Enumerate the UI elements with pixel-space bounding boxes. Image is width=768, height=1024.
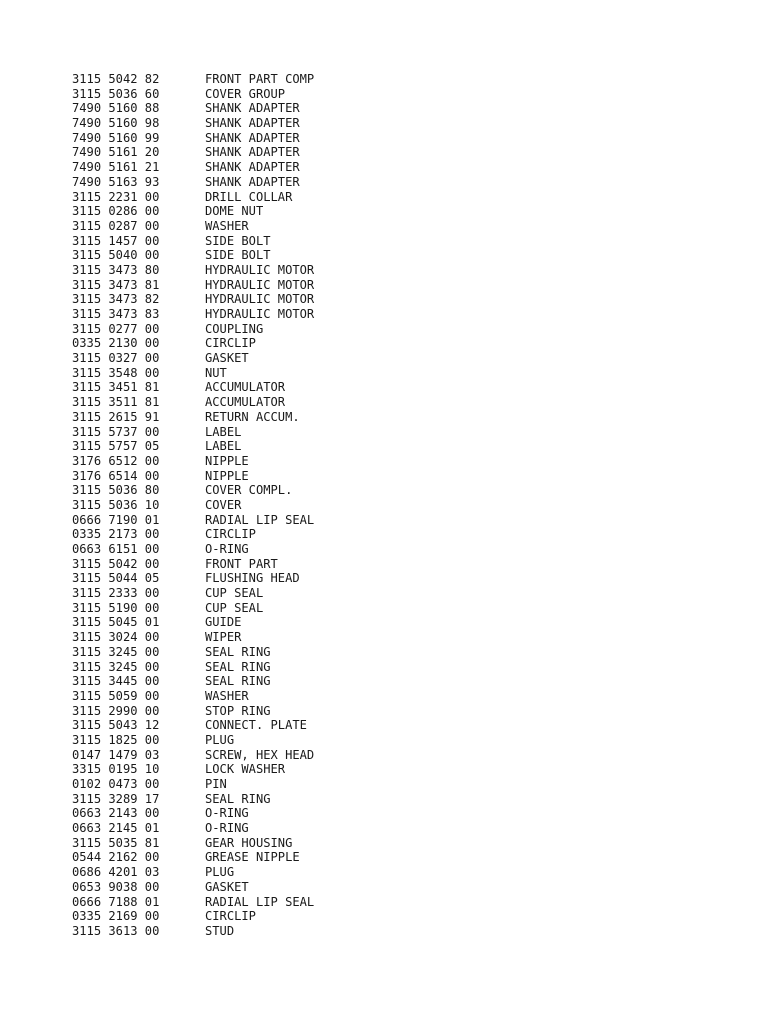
part-number: 3115 5043 12 — [72, 718, 160, 733]
part-number: 0335 2173 00 — [72, 527, 160, 542]
part-description: RETURN ACCUM. — [205, 409, 300, 424]
part-description: SIDE BOLT — [205, 248, 271, 263]
part-description: SCREW, HEX HEAD — [205, 747, 315, 762]
list-item — [72, 660, 314, 675]
part-number: 7490 5160 88 — [72, 101, 160, 116]
part-number: 3115 5042 82 — [72, 72, 160, 86]
part-description: GREASE NIPPLE — [205, 850, 300, 865]
part-description: GASKET — [205, 351, 249, 366]
part-number: 3115 3473 80 — [72, 262, 160, 277]
list-item — [72, 924, 314, 939]
part-number: 0335 2130 00 — [72, 336, 160, 351]
part-description: CIRCLIP — [205, 527, 256, 542]
part-description: LABEL — [205, 424, 242, 439]
list-item — [72, 836, 314, 851]
part-description: SEAL RING — [205, 644, 271, 659]
list-item — [72, 571, 314, 586]
part-number: 0686 4201 03 — [72, 865, 160, 880]
part-description: NIPPLE — [205, 453, 249, 468]
part-description: COVER COMPL. — [205, 483, 293, 498]
list-item — [72, 248, 314, 263]
list-item — [72, 674, 314, 689]
list-item — [72, 601, 314, 616]
list-item — [72, 733, 314, 748]
part-description: GUIDE — [205, 615, 242, 630]
part-number: 0666 7190 01 — [72, 512, 160, 527]
part-number: 3115 3548 00 — [72, 365, 160, 380]
list-item — [72, 190, 314, 205]
part-description: LOCK WASHER — [205, 762, 286, 777]
part-number: 3115 5045 01 — [72, 615, 160, 630]
part-description: CIRCLIP — [205, 336, 256, 351]
part-number: 3115 5757 05 — [72, 439, 160, 454]
part-description: HYDRAULIC MOTOR — [205, 262, 315, 277]
list-item — [72, 704, 314, 719]
part-number: 3115 1825 00 — [72, 732, 160, 747]
part-description: HYDRAULIC MOTOR — [205, 277, 315, 292]
part-number: 3115 2990 00 — [72, 703, 160, 718]
part-number: 7490 5160 99 — [72, 130, 160, 145]
part-number: 3115 5036 60 — [72, 86, 160, 101]
part-description: ACCUMULATOR — [205, 380, 286, 395]
list-item — [72, 292, 314, 307]
list-item — [72, 806, 314, 821]
list-item — [72, 160, 314, 175]
part-description: NUT — [205, 365, 227, 380]
part-description: SHANK ADAPTER — [205, 101, 300, 116]
part-number: 3115 1457 00 — [72, 233, 160, 248]
list-item — [72, 645, 314, 660]
part-number: 3115 3511 81 — [72, 395, 160, 410]
part-number: 3115 3473 81 — [72, 277, 160, 292]
part-description: DRILL COLLAR — [205, 189, 293, 204]
list-item — [72, 72, 314, 87]
part-description: WIPER — [205, 630, 242, 645]
list-item — [72, 880, 314, 895]
parts-list — [72, 72, 314, 939]
part-description: DOME NUT — [205, 204, 264, 219]
part-description: ACCUMULATOR — [205, 395, 286, 410]
part-description: HYDRAULIC MOTOR — [205, 307, 315, 321]
list-item — [72, 101, 314, 116]
part-description: SEAL RING — [205, 791, 271, 806]
part-number: 3115 3024 00 — [72, 630, 160, 645]
part-number: 7490 5160 98 — [72, 116, 160, 131]
part-number: 0663 2143 00 — [72, 806, 160, 821]
part-description: SHANK ADAPTER — [205, 130, 300, 145]
part-number: 3115 2615 91 — [72, 409, 160, 424]
list-item — [72, 527, 314, 542]
part-description: SHANK ADAPTER — [205, 174, 300, 189]
list-item — [72, 219, 314, 234]
part-number: 0147 1479 03 — [72, 747, 160, 762]
part-description: GASKET — [205, 879, 249, 894]
list-item — [72, 821, 314, 836]
part-number: 0335 2169 00 — [72, 909, 160, 924]
list-item — [72, 175, 314, 190]
list-item — [72, 307, 314, 322]
list-item — [72, 718, 314, 733]
part-number: 3115 3613 00 — [72, 923, 160, 938]
list-item — [72, 498, 314, 513]
part-number: 0663 6151 00 — [72, 542, 160, 556]
list-item — [72, 895, 314, 910]
part-description: O-RING — [205, 806, 249, 821]
list-item — [72, 145, 314, 160]
part-description: O-RING — [205, 542, 249, 556]
list-item — [72, 762, 314, 777]
part-description: WASHER — [205, 218, 249, 233]
part-description: SHANK ADAPTER — [205, 145, 300, 160]
list-item — [72, 116, 314, 131]
part-description: RADIAL LIP SEAL — [205, 894, 315, 909]
part-number: 3115 5190 00 — [72, 600, 160, 615]
part-description: HYDRAULIC MOTOR — [205, 292, 315, 307]
list-item — [72, 483, 314, 498]
part-number: 3115 0327 00 — [72, 351, 160, 366]
list-item — [72, 87, 314, 102]
part-description: STOP RING — [205, 703, 271, 718]
part-description: CUP SEAL — [205, 600, 264, 615]
list-item — [72, 792, 314, 807]
part-number: 3115 5737 00 — [72, 424, 160, 439]
part-description: COVER GROUP — [205, 86, 286, 101]
part-number: 3115 0287 00 — [72, 218, 160, 233]
list-item — [72, 263, 314, 278]
part-number: 7490 5161 21 — [72, 160, 160, 175]
part-number: 0102 0473 00 — [72, 777, 160, 791]
list-item — [72, 586, 314, 601]
part-number: 3115 3473 82 — [72, 292, 160, 307]
list-item — [72, 469, 314, 484]
part-number: 0544 2162 00 — [72, 850, 160, 865]
list-item — [72, 454, 314, 469]
part-number: 3176 6514 00 — [72, 468, 160, 483]
part-description: FLUSHING HEAD — [205, 571, 300, 586]
part-description: SHANK ADAPTER — [205, 160, 300, 175]
part-description: RADIAL LIP SEAL — [205, 512, 315, 527]
part-description: PIN — [205, 777, 227, 791]
list-item — [72, 615, 314, 630]
part-description: WASHER — [205, 688, 249, 703]
list-item — [72, 204, 314, 219]
part-description: SIDE BOLT — [205, 233, 271, 248]
list-item — [72, 513, 314, 528]
part-description: O-RING — [205, 821, 249, 836]
part-number: 3176 6512 00 — [72, 453, 160, 468]
part-description: FRONT PART COMP — [205, 72, 315, 86]
part-number: 3315 0195 10 — [72, 762, 160, 777]
list-item — [72, 322, 314, 337]
part-number: 3115 3245 00 — [72, 644, 160, 659]
part-description: CONNECT. PLATE — [205, 718, 307, 733]
part-description: SEAL RING — [205, 674, 271, 689]
part-number: 3115 3289 17 — [72, 791, 160, 806]
list-item — [72, 557, 314, 572]
list-item — [72, 865, 314, 880]
part-number: 3115 3451 81 — [72, 380, 160, 395]
part-number: 3115 5036 80 — [72, 483, 160, 498]
list-item — [72, 425, 314, 440]
part-number: 7490 5161 20 — [72, 145, 160, 160]
part-description: LABEL — [205, 439, 242, 454]
list-item — [72, 395, 314, 410]
part-description: COVER — [205, 497, 242, 512]
part-number: 3115 5035 81 — [72, 835, 160, 850]
list-item — [72, 850, 314, 865]
part-description: NIPPLE — [205, 468, 249, 483]
part-number: 3115 0277 00 — [72, 321, 160, 336]
list-item — [72, 131, 314, 146]
list-item — [72, 909, 314, 924]
part-number: 3115 2333 00 — [72, 586, 160, 601]
part-number: 3115 3445 00 — [72, 674, 160, 689]
list-item — [72, 278, 314, 293]
list-item — [72, 689, 314, 704]
part-number: 3115 5042 00 — [72, 556, 160, 571]
part-description: SEAL RING — [205, 659, 271, 674]
part-number: 3115 5040 00 — [72, 248, 160, 263]
part-description: GEAR HOUSING — [205, 835, 293, 850]
part-description: SHANK ADAPTER — [205, 116, 300, 131]
part-number: 3115 2231 00 — [72, 189, 160, 204]
list-item — [72, 630, 314, 645]
list-item — [72, 748, 314, 763]
list-item — [72, 380, 314, 395]
list-item — [72, 351, 314, 366]
list-item — [72, 542, 314, 557]
list-item — [72, 366, 314, 381]
part-number: 3115 5036 10 — [72, 497, 160, 512]
part-description: FRONT PART — [205, 556, 278, 571]
part-number: 3115 3473 83 — [72, 307, 160, 321]
part-description: PLUG — [205, 865, 235, 880]
part-description: CIRCLIP — [205, 909, 256, 924]
part-number: 0653 9038 00 — [72, 879, 160, 894]
part-number: 3115 3245 00 — [72, 659, 160, 674]
part-description: CUP SEAL — [205, 586, 264, 601]
part-number: 3115 0286 00 — [72, 204, 160, 219]
part-number: 3115 5044 05 — [72, 571, 160, 586]
list-item — [72, 439, 314, 454]
part-description: COUPLING — [205, 321, 264, 336]
list-item — [72, 234, 314, 249]
part-number: 3115 5059 00 — [72, 688, 160, 703]
list-item — [72, 336, 314, 351]
part-number: 0666 7188 01 — [72, 894, 160, 909]
part-number: 7490 5163 93 — [72, 174, 160, 189]
part-description: STUD — [205, 923, 235, 938]
part-description: PLUG — [205, 732, 235, 747]
list-item — [72, 410, 314, 425]
list-item — [72, 777, 314, 792]
part-number: 0663 2145 01 — [72, 821, 160, 836]
